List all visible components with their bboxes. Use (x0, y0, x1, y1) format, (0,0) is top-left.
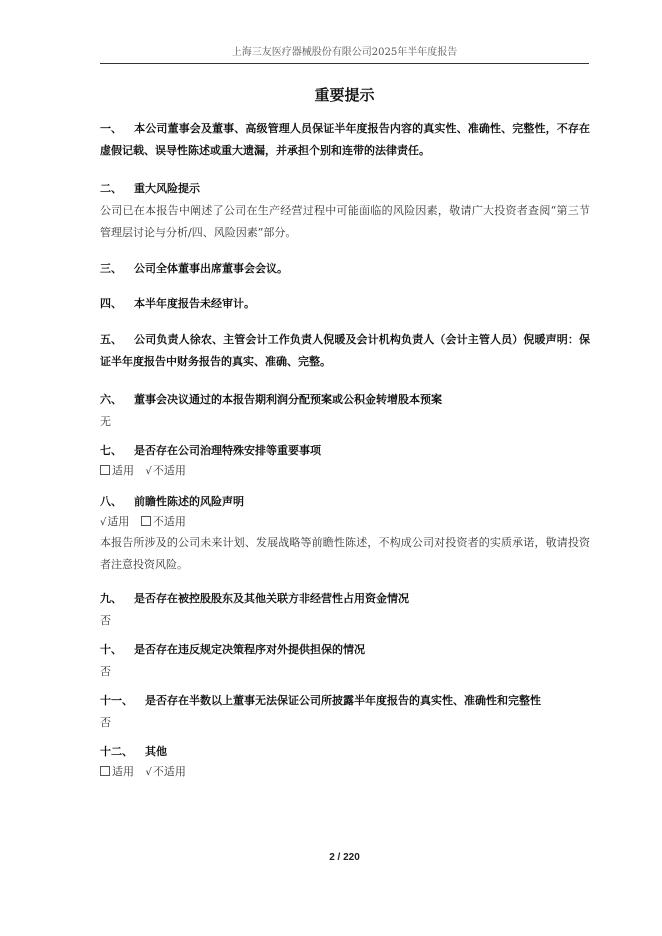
notice-item-6 (100, 389, 590, 433)
item-number: 七、 (100, 444, 122, 457)
checkmark-icon: √ (145, 466, 152, 477)
applicability-checkboxes (100, 763, 590, 782)
item-number: 八、 (100, 495, 122, 508)
item-text: 本公司董事会及董事、高级管理人员保证半年度报告内容的真实性、准确性、完整性，不存在虚假记载、误导性陈述或重大遗漏，并承担个别和连带的法律责任。 (100, 122, 590, 157)
item-text: 公司负责人徐农、主管会计工作负责人倪暖及会计机构负责人（会计主管人员）倪暖声明：保证半年度报告中财务报告的真实、准确、完整。 (100, 333, 590, 368)
notice-item-9 (100, 588, 590, 632)
page-number: 2 / 220 (329, 852, 360, 863)
item-heading: 是否存在违反规定决策程序对外提供担保的情况 (134, 643, 365, 656)
running-header: 上海三友医疗器械股份有限公司2025年半年度报告 (231, 47, 458, 58)
item-heading: 公司全体董事出席董事会会议。 (134, 262, 288, 275)
item-answer: 否 (100, 614, 111, 627)
notice-item-10 (100, 639, 590, 683)
notice-item-7 (100, 440, 590, 481)
item-number: 六、 (100, 393, 122, 406)
item-body: 公司已在本报告中阐述了公司在生产经营过程中可能面临的风险因素，敬请广大投资者查阅“第三节 管理层讨论与分析/四、风险因素”部分。 (100, 204, 590, 239)
applicable-label: 适用 (107, 515, 130, 528)
item-number: 四、 (100, 297, 122, 310)
applicability-checkboxes (100, 513, 590, 532)
unchecked-box-icon (100, 465, 110, 475)
notice-item-3 (100, 258, 590, 280)
item-number: 十二、 (100, 745, 133, 758)
not-applicable-label: 不适用 (152, 515, 186, 528)
item-number: 九、 (100, 592, 122, 605)
unchecked-box-icon (141, 516, 151, 526)
item-answer: 否 (100, 716, 111, 729)
checkmark-icon: √ (145, 767, 152, 778)
item-number: 三、 (100, 262, 122, 275)
notice-item-1 (100, 118, 590, 162)
item-heading: 是否存在公司治理特殊安排等重要事项 (134, 444, 321, 457)
item-heading: 前瞻性陈述的风险声明 (134, 495, 244, 508)
item-answer: 无 (100, 415, 111, 428)
item-heading: 是否存在被控股股东及其他关联方非经营性占用资金情况 (134, 592, 409, 605)
not-applicable-label: 不适用 (152, 765, 186, 778)
notice-item-8 (100, 491, 590, 576)
notice-item-5 (100, 329, 590, 373)
item-heading: 董事会决议通过的本报告期利润分配预案或公积金转增股本预案 (134, 393, 442, 406)
notice-item-12 (100, 741, 590, 782)
notice-item-2 (100, 178, 590, 244)
applicable-label: 适用 (112, 765, 134, 778)
item-answer: 否 (100, 665, 111, 678)
header-divider (100, 63, 589, 64)
applicability-checkboxes (100, 462, 590, 481)
not-applicable-label: 不适用 (152, 464, 186, 477)
page-title: 重要提示 (314, 86, 375, 104)
notice-item-4 (100, 293, 590, 315)
item-heading: 是否存在半数以上董事无法保证公司所披露半年度报告的真实性、准确性和完整性 (145, 694, 541, 707)
item-heading: 本半年度报告未经审计。 (134, 297, 255, 310)
item-number: 十、 (100, 643, 122, 656)
item-number: 十一、 (100, 694, 133, 707)
item-number: 一、 (100, 122, 122, 135)
unchecked-box-icon (100, 766, 110, 776)
applicable-label: 适用 (112, 464, 134, 477)
item-heading: 其他 (145, 745, 167, 758)
item-heading: 重大风险提示 (134, 182, 200, 195)
item-number: 二、 (100, 182, 122, 195)
item-body: 本报告所涉及的公司未来计划、发展战略等前瞻性陈述，不构成公司对投资者的实质承诺，敬请投资者注意投资风险。 (100, 536, 590, 571)
checkmark-icon: √ (100, 517, 107, 528)
item-number: 五、 (100, 333, 122, 346)
notice-item-11 (100, 690, 590, 734)
